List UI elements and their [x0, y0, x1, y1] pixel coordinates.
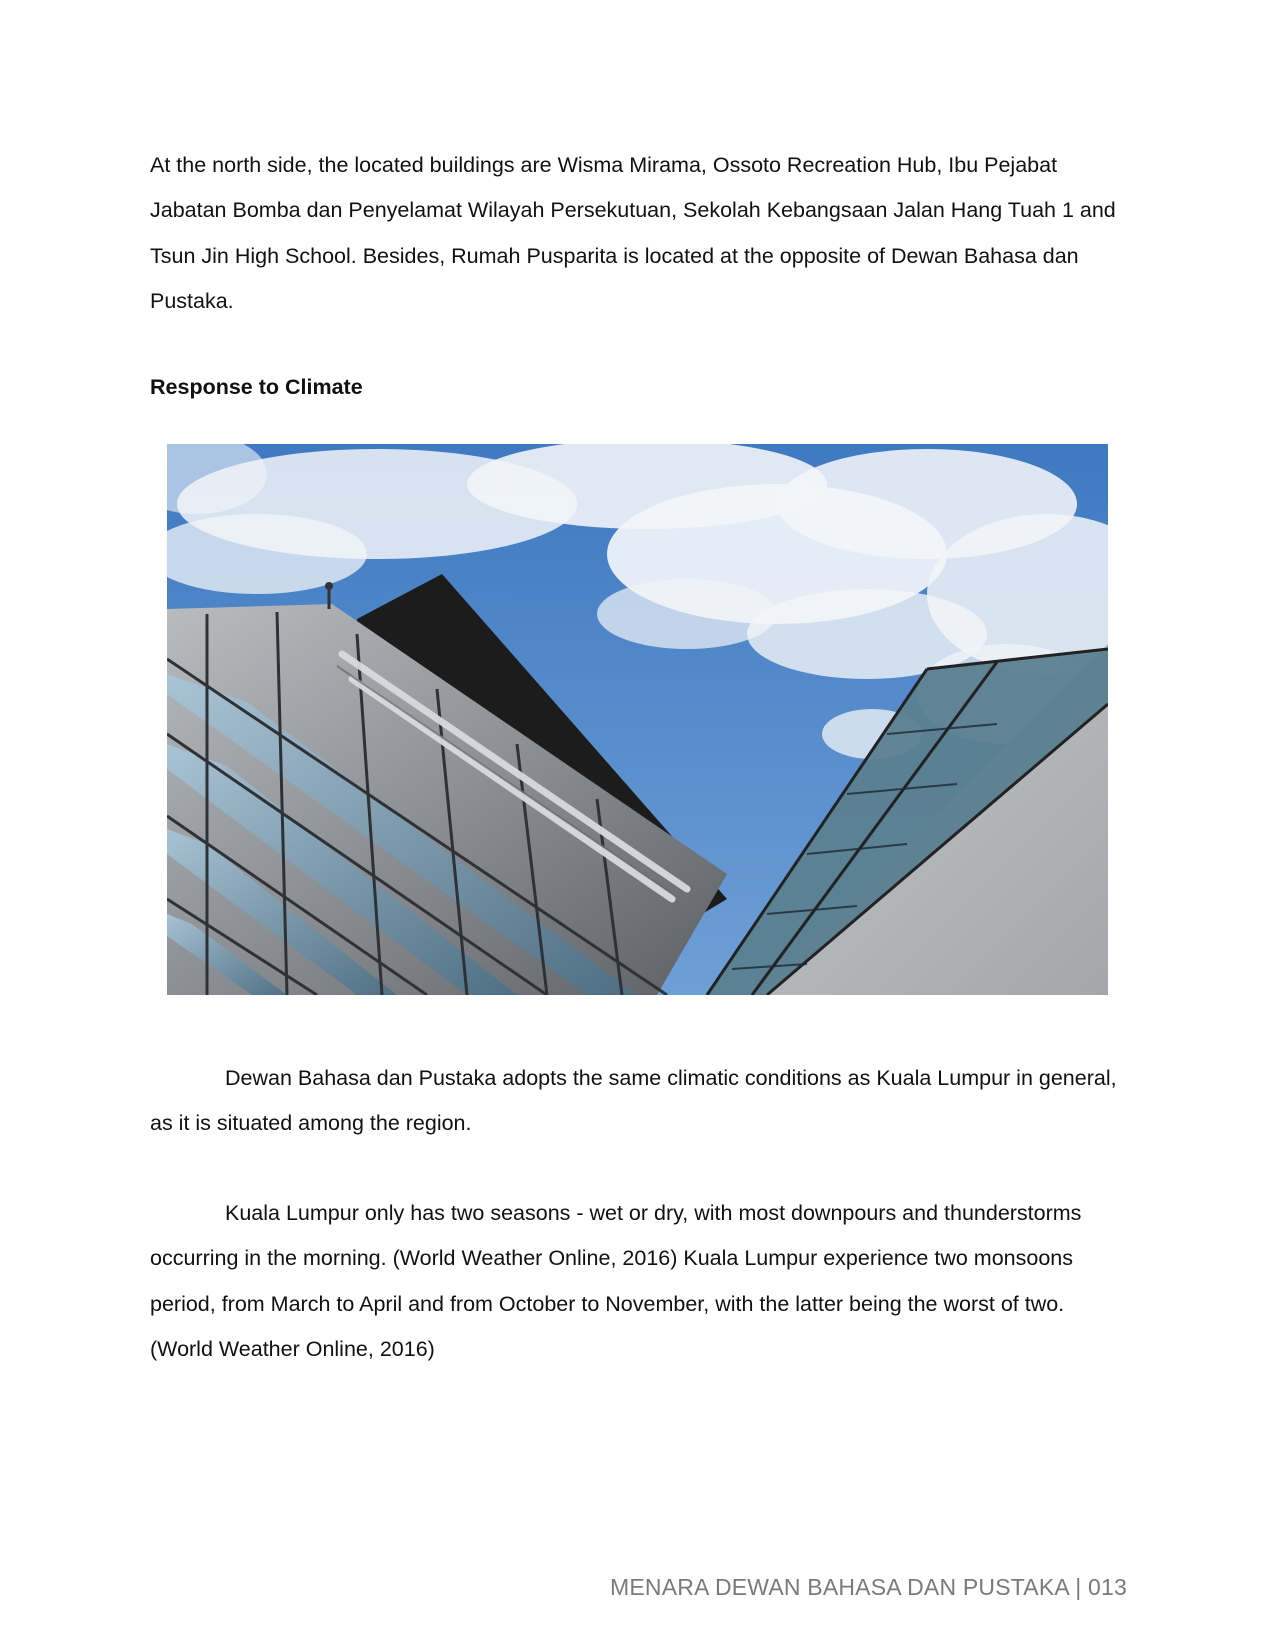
page-footer: MENARA DEWAN BAHASA DAN PUSTAKA | 013 [610, 1574, 1127, 1600]
section-heading: Response to Climate [150, 375, 363, 399]
building-photo [167, 444, 1108, 995]
paragraph-climate-intro: Dewan Bahasa dan Pustaka adopts the same climatic conditions as Kuala Lumpur in general, as it is situated among the region. [150, 1066, 1117, 1136]
paragraph-north-side: At the north side, the located buildings are Wisma Mirama, Ossoto Recreation Hub, Ibu Pejabat Jabatan Bomba dan Penyelamat Wilayah Persekutuan, Sekolah Kebangsaan Jalan Hang Tuah 1 and Tsun Jin High School. Besides, Rumah Pusparita is located at the opposite of Dewan Bahasa dan Pustaka. [150, 153, 1116, 313]
paragraph-seasons: Kuala Lumpur only has two seasons - wet or dry, with most downpours and thunderstorms occurring in the morning. (World Weather Online, 2016) Kuala Lumpur experience two monsoons period, from March to April and from October to November, with the latter being the worst of two. (World Weather Online, 2016) [150, 1201, 1082, 1361]
